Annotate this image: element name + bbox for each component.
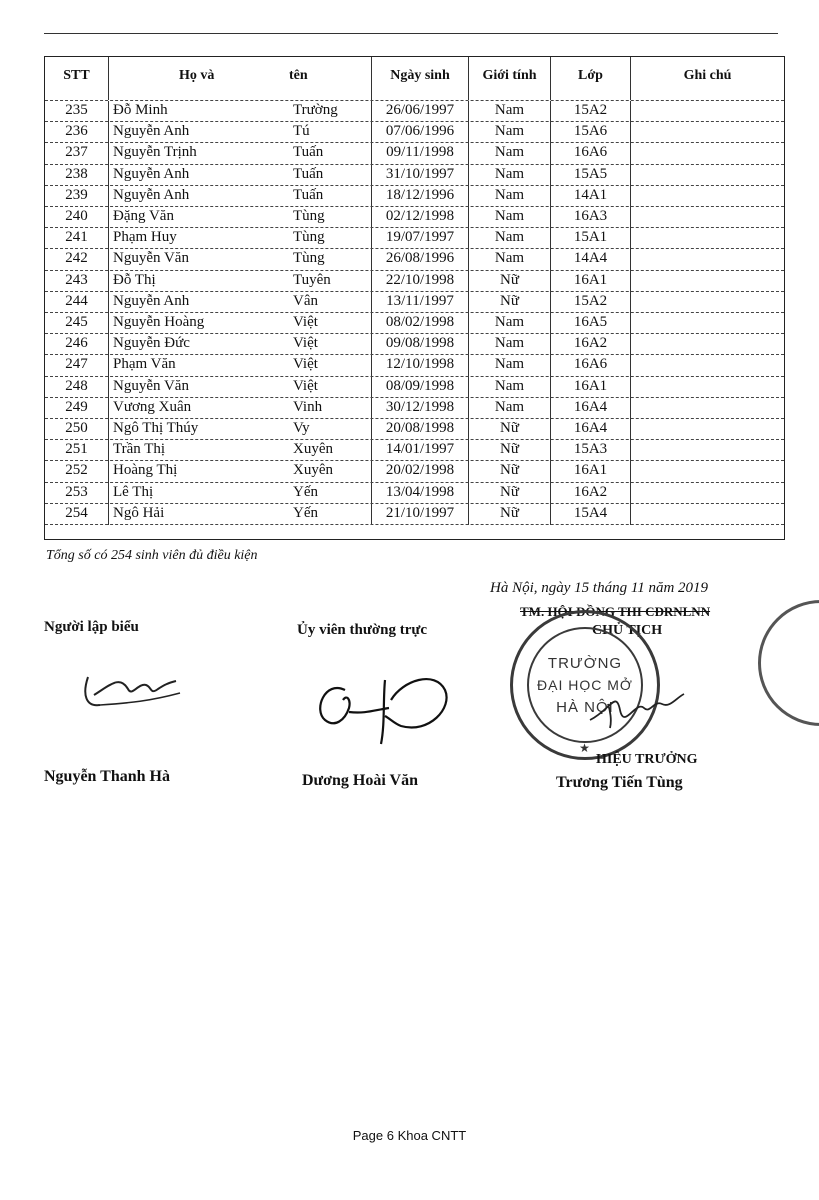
cell-dob: 26/06/1997 — [385, 102, 455, 118]
table-row — [45, 248, 784, 270]
cell-sex: Nam — [494, 377, 525, 394]
cell-stt: 235 — [65, 102, 88, 118]
cell-dob: 02/12/1998 — [385, 208, 455, 224]
cell-dob: 22/10/1998 — [385, 271, 455, 288]
seal-line-1: TRƯỜNG — [547, 655, 623, 672]
cell-dob: 09/11/1998 — [386, 144, 454, 161]
cell-dob: 09/08/1998 — [385, 335, 455, 352]
page-footer: Page 6 Khoa CNTT — [352, 1128, 467, 1143]
cell-ho: Đặng Văn — [113, 208, 174, 224]
table-row — [45, 100, 784, 122]
cell-stt: 245 — [65, 314, 88, 330]
table-row — [45, 354, 784, 376]
table-row — [45, 121, 784, 143]
member-title: Ủy viên thường trực — [297, 622, 428, 638]
header-ho-va: Họ và — [179, 68, 215, 83]
cell-ho: Nguyễn Văn — [113, 377, 189, 394]
cell-ten: Tuấn — [293, 186, 324, 203]
cell-ten: Việt — [293, 377, 318, 394]
cell-ho: Đỗ Minh — [113, 102, 168, 118]
table-row — [45, 503, 784, 525]
cell-dob: 26/08/1996 — [385, 250, 455, 267]
cell-sex: Nam — [494, 102, 525, 118]
cell-ho: Nguyễn Hoàng — [113, 314, 205, 330]
cell-cls: 16A6 — [573, 356, 608, 373]
cell-ho: Nguyễn Anh — [113, 292, 190, 309]
cell-sex: Nam — [494, 335, 525, 352]
cell-stt: 243 — [65, 271, 88, 288]
table-row — [45, 460, 784, 482]
header-stt: STT — [63, 68, 90, 83]
cell-sex: Nữ — [500, 441, 519, 458]
cell-ho: Đỗ Thị — [113, 271, 156, 288]
cell-sex: Nữ — [500, 292, 519, 309]
cell-ten: Vy — [293, 420, 310, 436]
cell-cls: 16A3 — [573, 208, 608, 224]
cell-cls: 16A5 — [573, 314, 608, 330]
table-row — [45, 482, 784, 504]
cell-dob: 13/04/1998 — [385, 483, 455, 500]
preparer-name: Nguyễn Thanh Hà — [44, 768, 170, 785]
cell-sex: Nam — [494, 398, 525, 415]
cell-ho: Hoàng Thị — [113, 462, 178, 479]
cell-sex: Nữ — [500, 271, 519, 288]
cell-cls: 16A4 — [573, 398, 608, 415]
cell-sex: Nữ — [500, 420, 519, 436]
cell-ten: Tùng — [293, 250, 325, 267]
cell-dob: 19/07/1997 — [385, 229, 455, 246]
cell-ten: Tú — [293, 123, 310, 140]
cell-dob: 07/06/1996 — [385, 123, 455, 140]
cell-ho: Ngô Thị Thúy — [113, 420, 199, 436]
cell-ten: Vân — [293, 292, 318, 309]
cell-dob: 13/11/1997 — [386, 292, 454, 309]
cell-ten: Xuyên — [293, 441, 333, 458]
table-row — [45, 397, 784, 419]
cell-cls: 16A1 — [573, 462, 608, 479]
cell-sex: Nam — [494, 186, 525, 203]
cell-cls: 15A2 — [573, 292, 608, 309]
member-signature — [305, 660, 455, 750]
seal-line-2: ĐẠI HỌC MỞ — [537, 677, 633, 693]
chair-title: CHỦ TỊCH — [592, 623, 663, 638]
cell-ten: Tùng — [293, 229, 325, 246]
header-ngay-sinh: Ngày sinh — [390, 68, 450, 83]
cell-cls: 14A1 — [573, 186, 608, 203]
cell-stt: 244 — [65, 292, 88, 309]
cell-ho: Nguyễn Anh — [113, 165, 190, 182]
member-name: Dương Hoài Văn — [302, 772, 418, 789]
cell-stt: 240 — [65, 208, 88, 224]
preparer-title: Người lập biểu — [44, 619, 139, 635]
rector-title: HIỆU TRƯỞNG — [596, 752, 698, 767]
header-ten: tên — [289, 68, 308, 83]
date-line: Hà Nội, ngày 15 tháng 11 năm 2019 — [490, 580, 709, 596]
cell-ten: Việt — [293, 335, 318, 352]
cell-ten: Vinh — [293, 398, 323, 415]
table-row — [45, 439, 784, 461]
cell-sex: Nam — [494, 165, 525, 182]
student-table — [44, 56, 785, 540]
cell-stt: 237 — [65, 144, 88, 161]
cell-dob: 31/10/1997 — [385, 165, 455, 182]
cell-sex: Nam — [494, 314, 525, 330]
cell-ho: Lê Thị — [113, 483, 154, 500]
table-row — [45, 333, 784, 355]
cell-ho: Nguyễn Đức — [113, 335, 190, 352]
table-row — [45, 227, 784, 249]
cell-stt: 241 — [65, 229, 88, 246]
cell-dob: 30/12/1998 — [385, 398, 455, 415]
cell-dob: 12/10/1998 — [385, 356, 455, 373]
cell-ten: Trường — [293, 102, 338, 118]
cell-stt: 238 — [65, 165, 88, 182]
rector-name: Trương Tiến Tùng — [556, 774, 683, 791]
cell-sex: Nam — [494, 123, 525, 140]
table-row — [45, 291, 784, 313]
table-row — [45, 312, 784, 334]
cell-stt: 248 — [65, 377, 88, 394]
header-ghi-chu: Ghi chú — [683, 68, 732, 83]
cell-ten: Tuấn — [293, 165, 324, 182]
cell-cls: 16A1 — [573, 271, 608, 288]
cell-ten: Việt — [293, 314, 318, 330]
cell-cls: 15A6 — [573, 123, 608, 140]
cell-stt: 254 — [65, 504, 88, 521]
cell-cls: 16A1 — [573, 377, 608, 394]
table-header — [45, 57, 784, 100]
table-row — [45, 185, 784, 207]
council-title: TM. HỘI ĐỒNG THI CĐRNLNN — [520, 604, 711, 619]
table-row — [45, 142, 784, 164]
cell-stt: 252 — [65, 462, 88, 479]
table-row — [45, 376, 784, 398]
cell-ten: Xuyên — [293, 462, 333, 479]
cell-stt: 246 — [65, 335, 88, 352]
cell-dob: 20/02/1998 — [385, 462, 455, 479]
cell-dob: 08/09/1998 — [385, 377, 455, 394]
partial-seal — [758, 600, 819, 726]
cell-cls: 15A5 — [573, 165, 608, 182]
cell-dob: 08/02/1998 — [385, 314, 455, 330]
cell-ho: Nguyễn Trịnh — [113, 144, 197, 161]
cell-ten: Tuyên — [293, 271, 331, 288]
preparer-signature — [80, 655, 190, 715]
header-gioi-tinh: Giới tính — [482, 68, 537, 83]
top-rule — [44, 33, 778, 34]
cell-stt: 239 — [65, 186, 88, 203]
cell-ten: Việt — [293, 356, 318, 373]
cell-stt: 242 — [65, 250, 88, 267]
cell-dob: 20/08/1998 — [385, 420, 455, 436]
cell-ten: Yến — [293, 483, 318, 500]
seal-star-icon: ★ — [579, 741, 591, 755]
cell-ho: Phạm Văn — [113, 356, 176, 373]
summary-text: Tổng số có 254 sinh viên đủ điều kiện — [46, 548, 258, 563]
table-row — [45, 164, 784, 186]
cell-stt: 247 — [65, 356, 88, 373]
cell-sex: Nam — [494, 208, 525, 224]
cell-ho: Trần Thị — [113, 441, 166, 458]
cell-cls: 16A4 — [573, 420, 608, 436]
cell-ho: Ngô Hải — [113, 504, 165, 521]
rector-signature — [580, 680, 690, 740]
header-lop: Lớp — [578, 68, 603, 83]
cell-ho: Vương Xuân — [113, 398, 192, 415]
cell-cls: 15A4 — [573, 504, 608, 521]
cell-sex: Nữ — [500, 483, 519, 500]
cell-stt: 253 — [65, 483, 88, 500]
cell-sex: Nữ — [500, 462, 519, 479]
cell-stt: 249 — [65, 398, 88, 415]
cell-ten: Tùng — [293, 208, 325, 224]
cell-cls: 14A4 — [573, 250, 608, 267]
cell-ho: Nguyễn Anh — [113, 186, 190, 203]
cell-sex: Nữ — [500, 504, 519, 521]
cell-ho: Phạm Huy — [113, 229, 177, 246]
cell-ten: Tuấn — [293, 144, 324, 161]
cell-sex: Nam — [494, 144, 525, 161]
table-row-empty — [45, 524, 784, 543]
cell-stt: 251 — [65, 441, 88, 458]
cell-cls: 15A3 — [573, 441, 608, 458]
cell-ho: Nguyễn Văn — [113, 250, 189, 267]
cell-sex: Nam — [494, 250, 525, 267]
table-row — [45, 418, 784, 440]
cell-dob: 14/01/1997 — [385, 441, 455, 458]
cell-sex: Nam — [494, 356, 525, 373]
cell-ten: Yến — [293, 504, 318, 521]
cell-cls: 16A6 — [573, 144, 608, 161]
cell-stt: 236 — [65, 123, 88, 140]
table-row — [45, 270, 784, 292]
cell-dob: 21/10/1997 — [385, 504, 455, 521]
cell-cls: 15A2 — [573, 102, 608, 118]
cell-sex: Nam — [494, 229, 525, 246]
cell-dob: 18/12/1996 — [385, 186, 455, 203]
seal-line-3: HÀ NỘI — [556, 699, 614, 716]
cell-ho: Nguyễn Anh — [113, 123, 190, 140]
cell-cls: 15A1 — [573, 229, 608, 246]
cell-cls: 16A2 — [573, 483, 608, 500]
cell-stt: 250 — [65, 420, 88, 436]
cell-cls: 16A2 — [573, 335, 608, 352]
table-row — [45, 206, 784, 228]
